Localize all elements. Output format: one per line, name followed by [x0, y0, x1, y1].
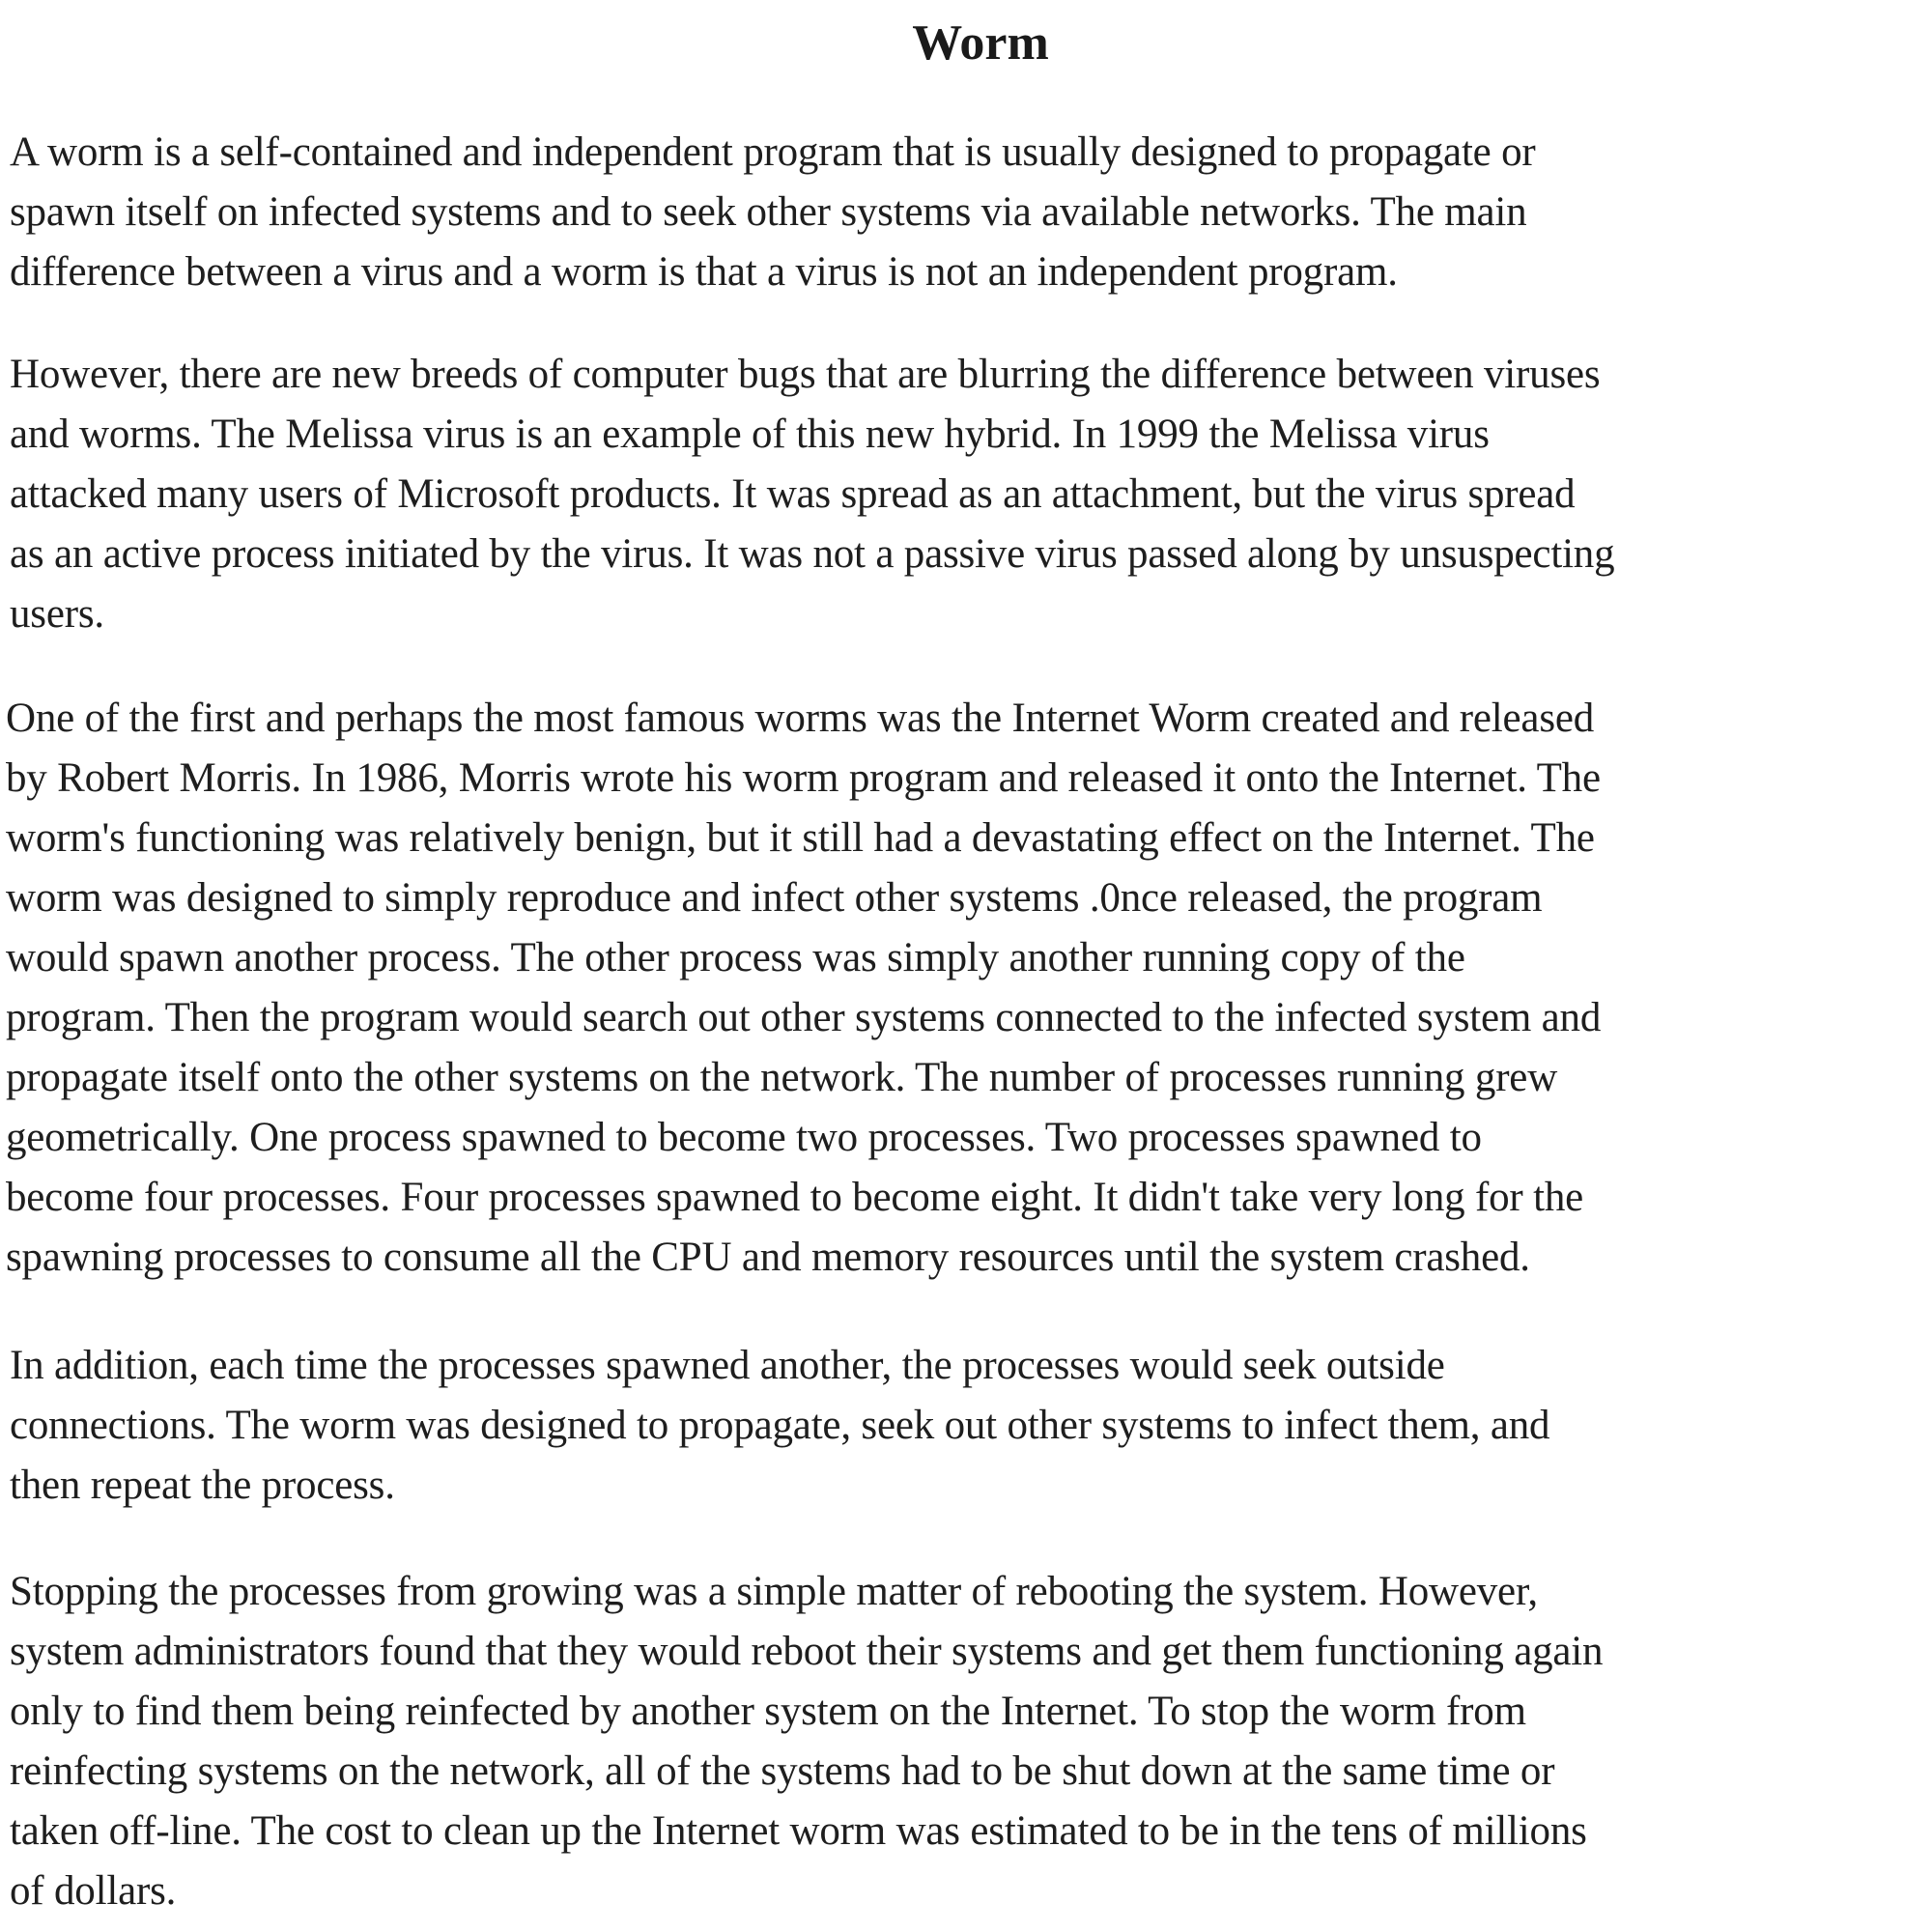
text-line: A worm is a self-contained and independent program that is usually designed to propagate or — [10, 129, 1536, 175]
text-line: system administrators found that they would reboot their systems and get them functioning again — [10, 1629, 1604, 1674]
text-line: worm's functioning was relatively benign, but it still had a devastating effect on the Internet. The — [6, 815, 1595, 861]
text-line: worm was designed to simply reproduce and infect other systems .0nce released, the program — [6, 875, 1543, 921]
text-line: difference between a virus and a worm is that a virus is not an independent program. — [10, 249, 1398, 295]
text-line: However, there are new breeds of computer bugs that are blurring the difference between viruses — [10, 352, 1601, 397]
text-line: would spawn another process. The other process was simply another running copy of the — [6, 935, 1465, 980]
text-line: spawn itself on infected systems and to seek other systems via available networks. The main — [10, 189, 1527, 235]
text-line: attacked many users of Microsoft products. It was spread as an attachment, but the virus spread — [10, 471, 1576, 517]
text-line: Stopping the processes from growing was a simple matter of rebooting the system. However, — [10, 1569, 1538, 1614]
text-line: taken off-line. The cost to clean up the Internet worm was estimated to be in the tens of millions — [10, 1808, 1587, 1854]
text-line: program. Then the program would search out other systems connected to the infected system and — [6, 995, 1602, 1040]
text-line: of dollars. — [10, 1868, 177, 1914]
text-line: spawning processes to consume all the CPU and memory resources until the system crashed. — [6, 1235, 1530, 1280]
text-line: One of the first and perhaps the most famous worms was the Internet Worm created and released — [6, 696, 1595, 741]
text-line: become four processes. Four processes spawned to become eight. It didn't take very long for the — [6, 1175, 1584, 1220]
text-line: only to find them being reinfected by another system on the Internet. To stop the worm from — [10, 1689, 1526, 1734]
text-line: users. — [10, 591, 104, 637]
document-title: Worm — [912, 15, 1049, 71]
text-line: propagate itself onto the other systems on the network. The number of processes running grew — [6, 1055, 1558, 1100]
text-line: by Robert Morris. In 1986, Morris wrote his worm program and released it onto the Internet. The — [6, 755, 1601, 801]
text-line: as an active process initiated by the virus. It was not a passive virus passed along by unsuspecting — [10, 531, 1615, 577]
text-line: geometrically. One process spawned to become two processes. Two processes spawned to — [6, 1115, 1482, 1160]
text-line: then repeat the process. — [10, 1463, 395, 1508]
text-line: connections. The worm was designed to propagate, seek out other systems to infect them, and — [10, 1403, 1550, 1448]
text-line: and worms. The Melissa virus is an example of this new hybrid. In 1999 the Melissa virus — [10, 412, 1490, 457]
text-line: reinfecting systems on the network, all of the systems had to be shut down at the same time or — [10, 1748, 1555, 1794]
text-line: In addition, each time the processes spawned another, the processes would seek outside — [10, 1343, 1445, 1388]
